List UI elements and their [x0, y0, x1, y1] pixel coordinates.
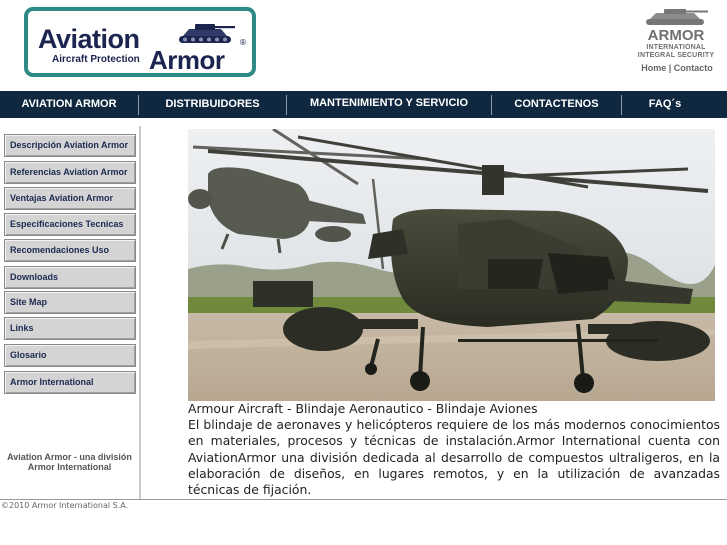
sidebar-item-links[interactable]: Links	[4, 317, 136, 340]
nav-aviation-armor[interactable]: AVIATION ARMOR	[21, 98, 117, 110]
sidebar-note	[0, 452, 139, 472]
sidebar-item-glosario[interactable]: Glosario	[4, 344, 136, 367]
registered-mark: ®	[239, 38, 247, 47]
main-nav	[0, 91, 727, 118]
photo-caption: Armour Aircraft - Blindaje Aeronautico - Blindaje Aviones	[188, 401, 538, 416]
home-link[interactable]: Home	[641, 63, 667, 73]
sidebar-item-downloads[interactable]: Downloads	[4, 266, 136, 289]
logo-word-aviation: Aviation	[38, 24, 140, 54]
armor-logo-subtitle: INTERNATIONAL	[646, 44, 706, 51]
armor-international-logo[interactable]	[634, 8, 718, 62]
sidebar-item-armor-international[interactable]: Armor International	[4, 371, 136, 394]
sidebar-note-line: Armor International	[27, 462, 112, 472]
tank-icon	[642, 8, 710, 28]
sidebar-footer-spacer	[0, 482, 141, 499]
sidebar-item-site-map[interactable]: Site Map	[4, 291, 136, 314]
helicopter-photo	[188, 129, 715, 401]
top-links-separator: |	[668, 63, 672, 73]
contact-link[interactable]: Contacto	[673, 63, 713, 73]
sidebar	[0, 126, 141, 482]
nav-mantenimiento[interactable]: MANTENIMIENTO Y SERVICIO	[309, 97, 469, 109]
nav-faqs[interactable]: FAQ´s	[648, 98, 682, 110]
sidebar-note-line: Aviation Armor - una división	[7, 452, 132, 462]
footer-divider	[0, 499, 727, 500]
top-links	[633, 63, 721, 73]
copyright-text: ©2010 Armor International S.A.	[1, 501, 129, 510]
logo-word-armor: Armor	[149, 45, 225, 75]
sidebar-item-descripcion[interactable]: Descripción Aviation Armor	[4, 134, 136, 157]
sidebar-item-referencias[interactable]: Referencias Aviation Armor	[4, 161, 136, 184]
sidebar-item-ventajas[interactable]: Ventajas Aviation Armor	[4, 187, 136, 210]
sidebar-item-recomendaciones[interactable]: Recomendaciones Uso	[4, 239, 136, 262]
armor-logo-tagline: INTEGRAL SECURITY	[637, 52, 715, 59]
intro-paragraph: El blindaje de aeronaves y helicópteros requiere de los más modernos conocimientos en materiales, procesos y técnicas de instalación.Armor International cuenta con AviationArmor una división dedicada al desarrollo de compuestos ultraligeros, en la elaboración de diseños, en lugares remotos, y en la utilización de avanzadas técnicas de fijación.	[188, 417, 720, 498]
sidebar-item-especificaciones[interactable]: Especificaciones Tecnicas	[4, 213, 136, 236]
logo-tagline: Aircraft Protection	[52, 54, 140, 65]
armor-logo-word: ARMOR	[647, 27, 705, 44]
nav-contactenos[interactable]: CONTACTENOS	[514, 98, 599, 110]
nav-distribuidores[interactable]: DISTRIBUIDORES	[165, 98, 260, 110]
aviation-armor-logo[interactable]	[24, 7, 256, 77]
